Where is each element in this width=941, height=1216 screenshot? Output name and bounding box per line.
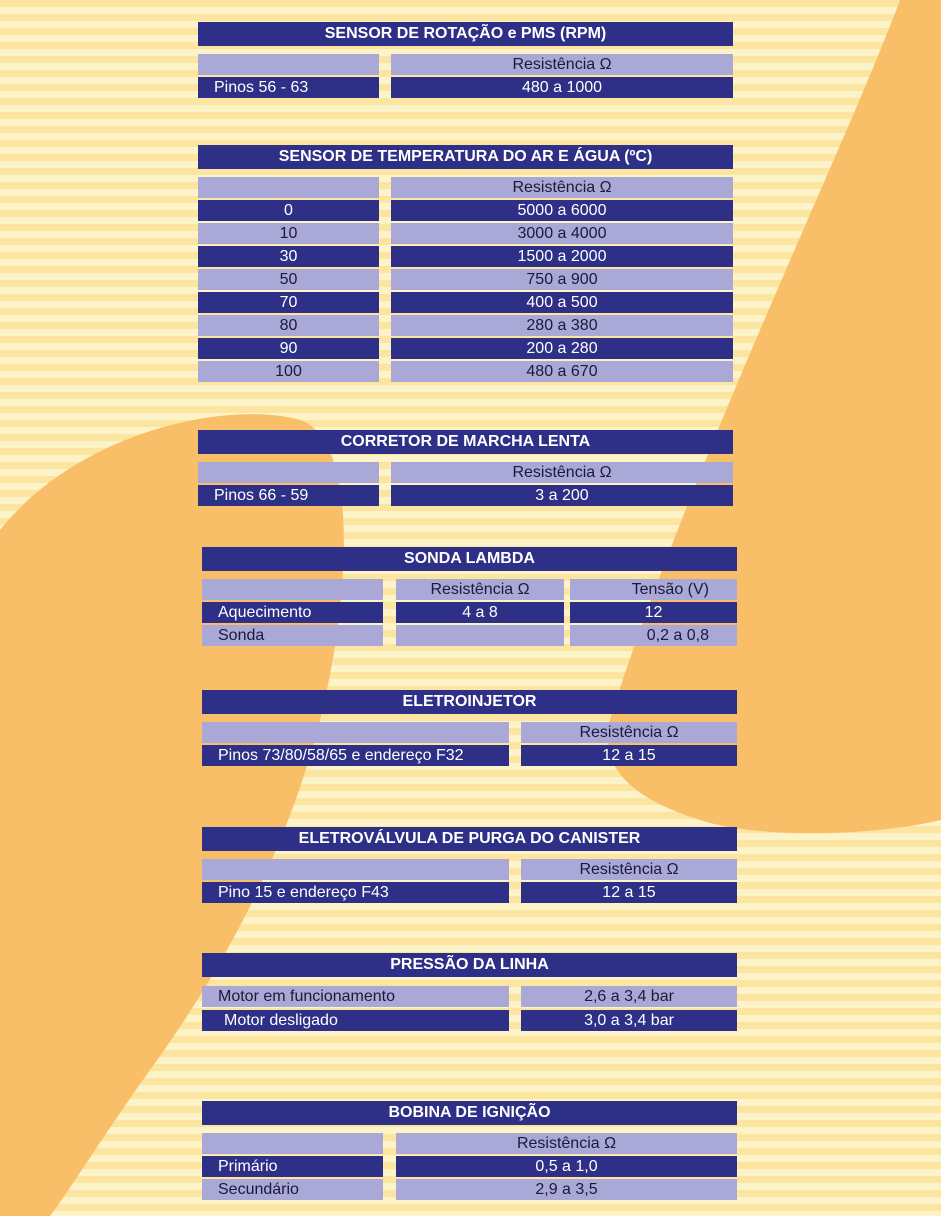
canister-col-header: Resistência Ω bbox=[521, 859, 737, 880]
lambda-title: SONDA LAMBDA bbox=[202, 547, 737, 571]
temp-title: SENSOR DE TEMPERATURA DO AR E ÁGUA (ºC) bbox=[198, 145, 733, 169]
temp-row-value: 5000 a 6000 bbox=[391, 200, 733, 221]
coil-title: BOBINA DE IGNIÇÃO bbox=[202, 1101, 737, 1125]
idle-row-label: Pinos 66 - 59 bbox=[198, 485, 379, 506]
lambda-header-blank bbox=[202, 579, 383, 600]
temp-row-label: 70 bbox=[198, 292, 379, 313]
lambda-row-label: Sonda bbox=[202, 625, 383, 646]
canister-header-blank bbox=[202, 859, 509, 880]
temp-row-label: 100 bbox=[198, 361, 379, 382]
injector-header-blank bbox=[202, 722, 509, 743]
rpm-row-value: 480 a 1000 bbox=[391, 77, 733, 98]
pressure-row-label: Motor desligado bbox=[202, 1010, 509, 1031]
coil-header-blank bbox=[202, 1133, 383, 1154]
orange-blob-left bbox=[0, 414, 344, 1216]
temp-row-label: 10 bbox=[198, 223, 379, 244]
temp-row-value: 280 a 380 bbox=[391, 315, 733, 336]
lambda-row-v2: 0,2 a 0,8 bbox=[570, 625, 737, 646]
temp-row-value: 1500 a 2000 bbox=[391, 246, 733, 267]
temp-row-value: 3000 a 4000 bbox=[391, 223, 733, 244]
canister-row-label: Pino 15 e endereço F43 bbox=[202, 882, 509, 903]
rpm-title: SENSOR DE ROTAÇÃO e PMS (RPM) bbox=[198, 22, 733, 46]
injector-row-label: Pinos 73/80/58/65 e endereço F32 bbox=[202, 745, 509, 766]
rpm-header-blank bbox=[198, 54, 379, 75]
canister-row-value: 12 a 15 bbox=[521, 882, 737, 903]
injector-row-value: 12 a 15 bbox=[521, 745, 737, 766]
lambda-col-header-2: Tensão (V) bbox=[570, 579, 737, 600]
pressure-row-value: 2,6 a 3,4 bar bbox=[521, 986, 737, 1007]
temp-row-value: 200 a 280 bbox=[391, 338, 733, 359]
pressure-row-label: Motor em funcionamento bbox=[202, 986, 509, 1007]
idle-title: CORRETOR DE MARCHA LENTA bbox=[198, 430, 733, 454]
idle-col-header: Resistência Ω bbox=[391, 462, 733, 483]
rpm-col-header: Resistência Ω bbox=[391, 54, 733, 75]
coil-row-label: Primário bbox=[202, 1156, 383, 1177]
idle-header-blank bbox=[198, 462, 379, 483]
coil-col-header: Resistência Ω bbox=[396, 1133, 737, 1154]
rpm-row-label: Pinos 56 - 63 bbox=[198, 77, 379, 98]
temp-row-label: 80 bbox=[198, 315, 379, 336]
pressure-title: PRESSÃO DA LINHA bbox=[202, 953, 737, 977]
canister-title: ELETROVÁLVULA DE PURGA DO CANISTER bbox=[202, 827, 737, 851]
temp-row-label: 50 bbox=[198, 269, 379, 290]
idle-row-value: 3 a 200 bbox=[391, 485, 733, 506]
pressure-row-value: 3,0 a 3,4 bar bbox=[521, 1010, 737, 1031]
coil-row-value: 2,9 a 3,5 bbox=[396, 1179, 737, 1200]
temp-row-value: 480 a 670 bbox=[391, 361, 733, 382]
temp-col-header: Resistência Ω bbox=[391, 177, 733, 198]
temp-row-label: 30 bbox=[198, 246, 379, 267]
temp-header-blank bbox=[198, 177, 379, 198]
temp-row-label: 0 bbox=[198, 200, 379, 221]
lambda-row-v2: 12 bbox=[570, 602, 737, 623]
temp-row-value: 400 a 500 bbox=[391, 292, 733, 313]
injector-col-header: Resistência Ω bbox=[521, 722, 737, 743]
temp-row-label: 90 bbox=[198, 338, 379, 359]
lambda-row-v1 bbox=[396, 625, 564, 646]
temp-row-value: 750 a 900 bbox=[391, 269, 733, 290]
lambda-row-v1: 4 a 8 bbox=[396, 602, 564, 623]
coil-row-value: 0,5 a 1,0 bbox=[396, 1156, 737, 1177]
coil-row-label: Secundário bbox=[202, 1179, 383, 1200]
lambda-row-label: Aquecimento bbox=[202, 602, 383, 623]
lambda-col-header-1: Resistência Ω bbox=[396, 579, 564, 600]
injector-title: ELETROINJETOR bbox=[202, 690, 737, 714]
